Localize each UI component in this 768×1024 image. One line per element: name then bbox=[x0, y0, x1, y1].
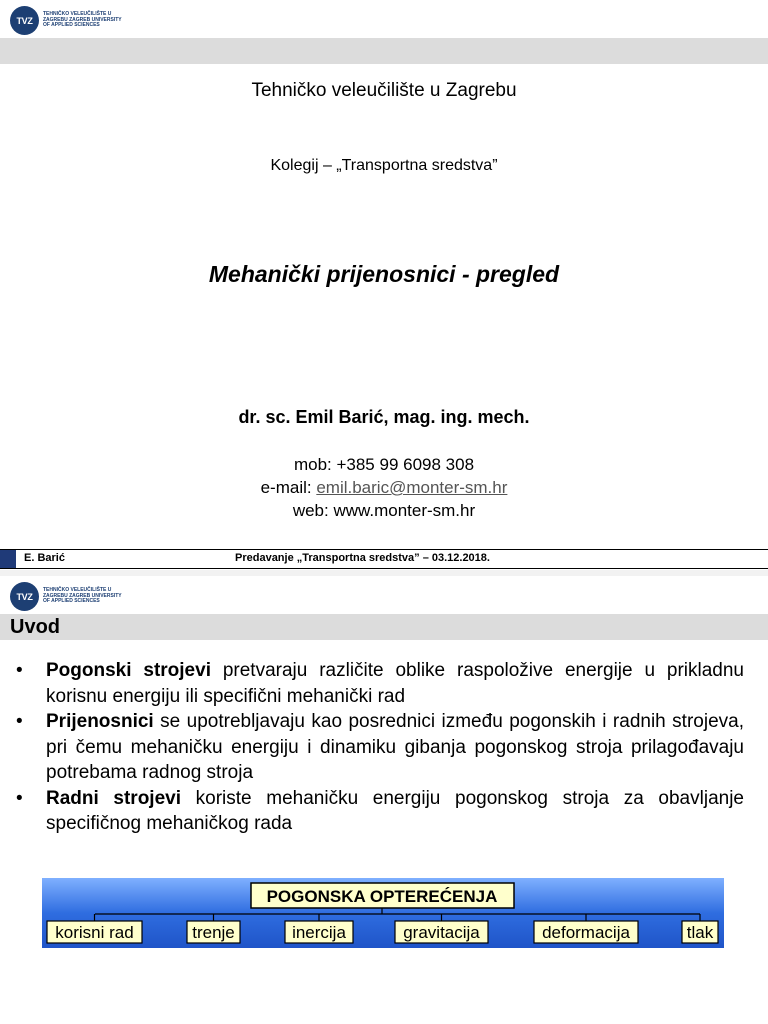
list-item: • Prijenosnici se upotrebljavaju kao posrednici između pogonskih i radnih strojeva, pri čemu mehaničku energiju i dinamiku gibanja pogonskog stroja prilagođavaju potrebama radnog stroja bbox=[16, 711, 744, 783]
website-line: web: www.monter-sm.hr bbox=[292, 501, 476, 520]
bullet-list bbox=[16, 658, 744, 837]
list-item: • Radni strojevi koriste mehaničku energiju pogonskog stroja za obavljanje specifičnog mehaničkog rada bbox=[16, 787, 744, 834]
loads-diagram bbox=[42, 878, 724, 948]
heading-bar bbox=[0, 614, 768, 640]
logo-text: TEHNIČKO VELEUČILIŠTE U ZAGREBU ZAGREB UNIVERSITY OF APPLIED SCIENCES bbox=[43, 11, 122, 29]
child-label: korisni rad bbox=[55, 923, 134, 942]
course-name: Kolegij – „Transportna sredstva” bbox=[270, 157, 498, 174]
bullet-icon: • bbox=[16, 787, 23, 809]
tvz-logo bbox=[10, 582, 143, 611]
root-label: POGONSKA OPTEREĆENJA bbox=[266, 887, 498, 906]
tvz-logo-icon: TVZ bbox=[10, 6, 39, 35]
author-name: dr. sc. Emil Barić, mag. ing. mech. bbox=[238, 407, 530, 427]
child-label: deformacija bbox=[542, 923, 630, 942]
mobile-number: mob: +385 99 6098 308 bbox=[293, 455, 475, 474]
bullet-icon: • bbox=[16, 660, 23, 681]
tvz-logo-icon: TVZ bbox=[10, 582, 39, 611]
tvz-logo bbox=[10, 6, 143, 35]
child-label: trenje bbox=[192, 923, 235, 942]
list-item: • Pogonski strojevi pretvaraju različite oblike raspoložive energije u prikladnu korisnu energiju ili specifični mehanički rad bbox=[16, 660, 744, 707]
intro-slide bbox=[0, 576, 768, 1024]
footer-lecture: Predavanje „Transportna sredstva” – 03.12.2018. bbox=[235, 552, 490, 564]
institution-name: Tehničko veleučilište u Zagrebu bbox=[251, 80, 517, 101]
email-line bbox=[0, 478, 768, 498]
bullet-icon: • bbox=[16, 711, 23, 732]
footer-author: E. Barić bbox=[24, 552, 65, 564]
child-label: gravitacija bbox=[403, 923, 480, 942]
section-heading: Uvod bbox=[10, 616, 60, 638]
logo-text: TEHNIČKO VELEUČILIŠTE U ZAGREBU ZAGREB UNIVERSITY OF APPLIED SCIENCES bbox=[43, 587, 122, 605]
email-link[interactable]: emil.baric@monter-sm.hr bbox=[316, 478, 508, 497]
header-bar bbox=[0, 38, 768, 64]
slide-footer bbox=[0, 549, 768, 569]
child-label: tlak bbox=[686, 923, 714, 942]
slide-title: Mehanički prijenosnici - pregled bbox=[208, 261, 560, 287]
email-label: e-mail: bbox=[260, 478, 317, 497]
footer-square bbox=[0, 550, 16, 568]
child-label: inercija bbox=[292, 923, 346, 942]
